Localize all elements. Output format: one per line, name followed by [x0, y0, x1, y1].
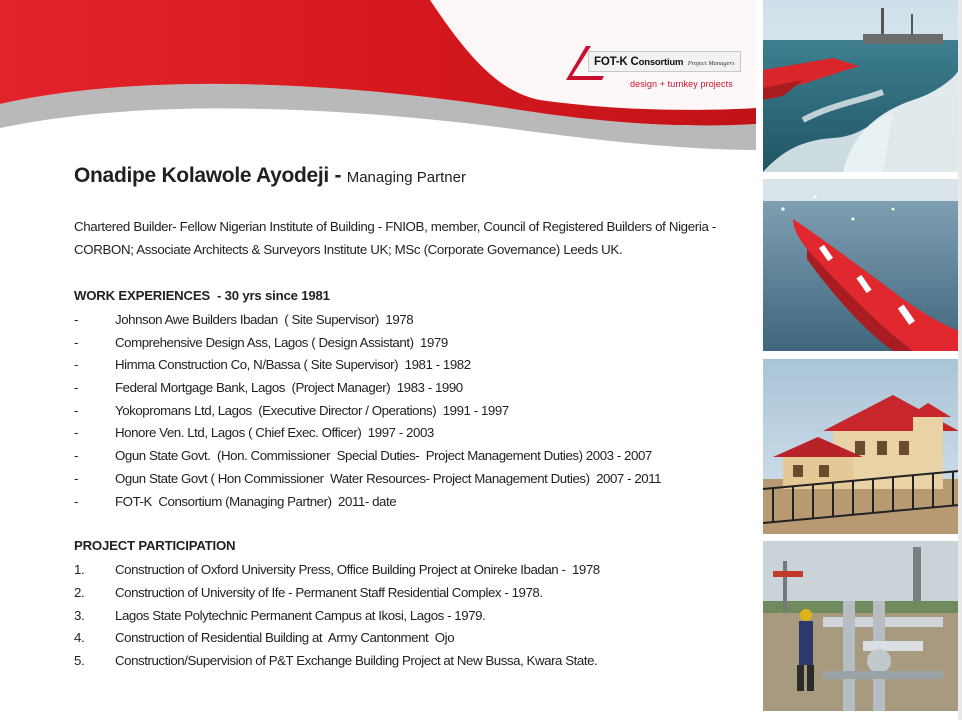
- list-item-text: FOT-K Consortium (Managing Partner) 2011- date: [115, 493, 397, 509]
- work-experience-list: [74, 309, 750, 513]
- photo-floating-boom: [763, 179, 959, 351]
- list-marker: 5.: [74, 652, 85, 668]
- work-experience-item: [74, 422, 750, 445]
- list-item-text: Comprehensive Design Ass, Lagos ( Design Assistant) 1979: [115, 334, 448, 350]
- list-marker: -: [74, 312, 78, 327]
- work-experience-item: [74, 377, 750, 400]
- list-item-text: Construction of University of Ife - Permanent Staff Residential Complex - 1978.: [115, 584, 543, 600]
- photo-sea-boom-waves: [763, 0, 959, 172]
- list-item-text: Yokopromans Ltd, Lagos (Executive Director / Operations) 1991 - 1997: [115, 402, 509, 418]
- list-item-text: Lagos State Polytechnic Permanent Campus at Ikosi, Lagos - 1979.: [115, 607, 486, 623]
- heading-separator: -: [328, 164, 347, 187]
- photo-residential-building: [763, 359, 959, 534]
- list-marker: -: [74, 448, 78, 464]
- list-item-text: Ogun State Govt ( Hon Commissioner Water Resources- Project Management Duties) 2007 - 2011: [115, 470, 662, 486]
- list-item-text: Ogun State Govt. (Hon. Commissioner Special Duties- Project Management Duties) 2003 - 2007: [115, 448, 652, 464]
- work-experience-item: [74, 445, 750, 468]
- list-item-text: Construction of Residential Building at Army Cantonment Ojo: [115, 630, 455, 646]
- list-marker: -: [74, 334, 78, 350]
- work-experience-item: [74, 309, 750, 332]
- profile-content: [74, 156, 750, 673]
- list-marker: -: [74, 493, 78, 509]
- list-marker: -: [74, 357, 78, 373]
- list-marker: 2.: [74, 584, 85, 600]
- project-participation-title: PROJECT PARTICIPATION: [74, 538, 236, 554]
- list-item-text: Honore Ven. Ltd, Lagos ( Chief Exec. Officer) 1997 - 2003: [115, 425, 434, 441]
- photo-strip-edge: [958, 0, 962, 720]
- company-logo: [566, 46, 756, 94]
- list-item-text: Construction/Supervision of P&T Exchange Building Project at New Bussa, Kwara State.: [115, 652, 598, 668]
- list-marker: -: [74, 380, 78, 396]
- list-item-text: Johnson Awe Builders Ibadan ( Site Supervisor) 1978: [115, 312, 414, 327]
- project-participation-list: [74, 559, 750, 672]
- project-item: [74, 650, 750, 673]
- work-experience-item: [74, 400, 750, 423]
- list-item-text: Himma Construction Co, N/Bassa ( Site Supervisor) 1981 - 1982: [115, 357, 471, 373]
- logo-name-rest: onsortium: [638, 57, 684, 68]
- work-experience-item: [74, 468, 750, 491]
- person-role: Managing Partner: [346, 169, 466, 186]
- logo-wordmark: [588, 51, 741, 72]
- logo-tagline: design + turnkey projects: [630, 79, 733, 89]
- work-experience-item: [74, 332, 750, 355]
- project-item: [74, 605, 750, 628]
- list-marker: -: [74, 470, 78, 486]
- project-item: [74, 559, 750, 582]
- list-marker: 3.: [74, 607, 85, 623]
- logo-name-prefix: FOT-K C: [594, 56, 639, 68]
- photo-pipeline-plant: [763, 541, 959, 711]
- person-name: Onadipe Kolawole Ayodeji: [74, 164, 329, 187]
- list-marker: -: [74, 425, 78, 441]
- work-experience-item: [74, 354, 750, 377]
- list-item-text: Federal Mortgage Bank, Lagos (Project Manager) 1983 - 1990: [115, 380, 463, 396]
- list-marker: -: [74, 402, 78, 418]
- photo-strip: [756, 0, 962, 720]
- work-experience-item: [74, 491, 750, 514]
- list-marker: 1.: [74, 562, 85, 578]
- project-item: [74, 582, 750, 605]
- qualifications-paragraph: Chartered Builder- Fellow Nigerian Institute of Building - FNIOB, member, Council of Registered Builders of Nigeria -CORBON; Associate Architects & Surveyors Institute UK; MSc (Corporate Governance) Leeds UK.: [74, 219, 716, 257]
- logo-name-suffix: Project Managers: [687, 60, 735, 67]
- profile-heading: [74, 156, 750, 193]
- work-experience-title: WORK EXPERIENCES - 30 yrs since 1981: [74, 288, 330, 303]
- list-item-text: Construction of Oxford University Press, Office Building Project at Onireke Ibadan - 1978: [115, 562, 600, 578]
- project-item: [74, 627, 750, 650]
- list-marker: 4.: [74, 630, 85, 646]
